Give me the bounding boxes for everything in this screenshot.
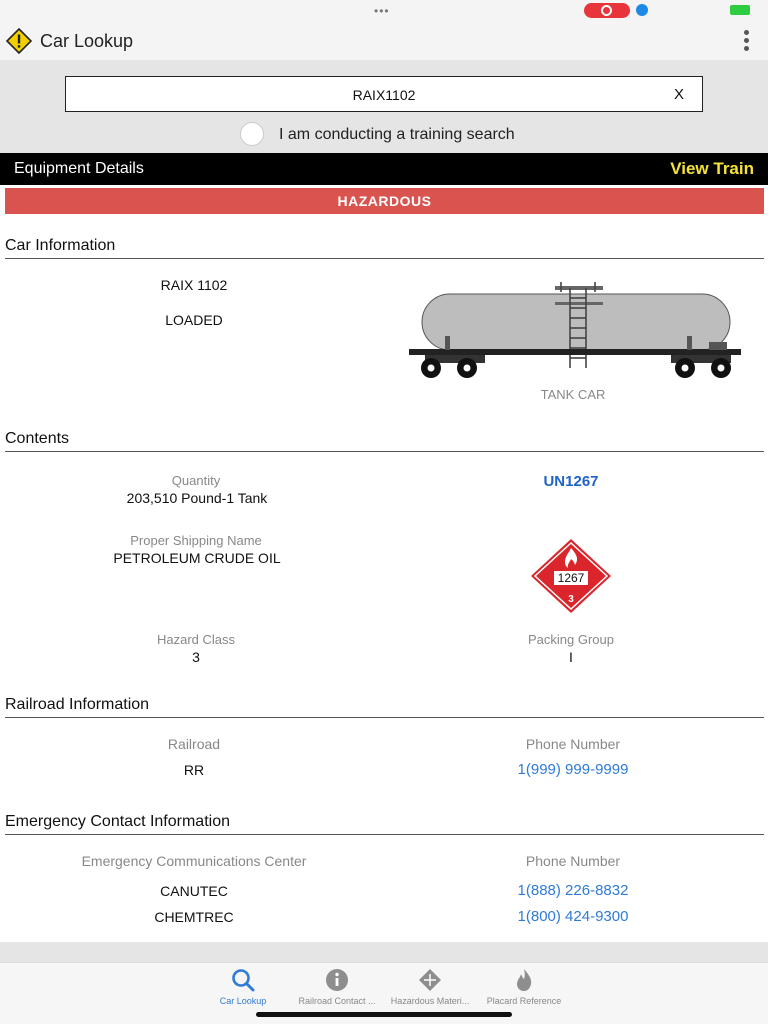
hazmat-icon <box>417 967 443 993</box>
training-label: I am conducting a training search <box>279 126 515 143</box>
info-icon <box>324 967 350 993</box>
un-number-link[interactable]: UN1267 <box>543 473 599 490</box>
multitask-dots-icon: ••• <box>374 4 390 18</box>
tab-car-lookup[interactable] <box>195 967 291 1006</box>
tab-label: Placard Reference <box>486 996 562 1006</box>
packing-group-value: I <box>569 649 573 665</box>
page-title: Car Lookup <box>40 31 134 51</box>
more-menu-icon[interactable] <box>742 28 750 54</box>
hazard-class-label: Hazard Class <box>156 632 236 647</box>
app-bar <box>0 22 768 60</box>
battery-icon <box>730 5 750 15</box>
car-id: RAIX 1102 <box>160 277 228 293</box>
contents-heading <box>5 430 764 452</box>
tank-car-icon <box>405 282 745 382</box>
car-type: TANK CAR <box>540 387 606 402</box>
section-title: Railroad Information <box>5 696 150 713</box>
warning-diamond-icon <box>6 28 32 54</box>
section-title: Contents <box>5 430 70 447</box>
emergency-contact-name: CANUTEC <box>160 883 228 899</box>
emergency-phone-link[interactable]: 1(888) 226-8832 <box>517 882 629 899</box>
location-icon <box>636 4 648 16</box>
equipment-details-bar <box>0 153 768 185</box>
placard-number: 1267 <box>557 571 585 585</box>
emergency-contact-heading <box>5 813 764 835</box>
tab-railroad-contact[interactable] <box>289 967 385 1006</box>
search-icon <box>230 967 256 993</box>
emergency-contact-name: CHEMTREC <box>154 909 234 925</box>
tab-label: Railroad Contact ... <box>298 996 376 1006</box>
car-search-input[interactable] <box>65 76 703 112</box>
hazard-placard <box>530 538 612 614</box>
emergency-center-label: Emergency Communications Center <box>81 853 307 869</box>
flame-icon <box>511 967 537 993</box>
emergency-phone-label: Phone Number <box>525 853 621 869</box>
section-title: Car Information <box>5 237 116 254</box>
emergency-phone-link[interactable]: 1(800) 424-9300 <box>517 908 629 925</box>
quantity-value: 203,510 Pound-1 Tank <box>126 490 268 506</box>
railroad-information-heading <box>5 696 764 718</box>
screen-record-icon <box>584 3 630 18</box>
view-train-button[interactable]: View Train <box>670 159 754 178</box>
hazardous-banner <box>5 188 764 214</box>
shipping-name-value: PETROLEUM CRUDE OIL <box>113 550 281 566</box>
section-title: Emergency Contact Information <box>5 813 230 830</box>
placard-class: 3 <box>568 594 574 605</box>
content-footer <box>0 942 768 962</box>
training-radio-button[interactable] <box>240 122 264 146</box>
search-area <box>0 60 768 153</box>
equipment-details-label: Equipment Details <box>14 160 144 177</box>
search-value: RAIX1102 <box>352 87 416 103</box>
railroad-phone-label: Phone Number <box>525 736 621 752</box>
tab-placard-reference[interactable] <box>476 967 572 1006</box>
home-indicator <box>256 1012 512 1017</box>
hazardous-label: HAZARDOUS <box>337 193 432 209</box>
quantity-label: Quantity <box>171 473 221 488</box>
shipping-name-label: Proper Shipping Name <box>130 533 262 548</box>
tab-label: Car Lookup <box>219 996 267 1006</box>
packing-group-label: Packing Group <box>528 632 614 647</box>
car-load-status: LOADED <box>165 312 223 328</box>
railroad-value: RR <box>183 762 205 778</box>
railroad-phone-link[interactable]: 1(999) 999-9999 <box>517 761 629 778</box>
tab-label: Hazardous Materi... <box>390 996 470 1006</box>
car-information-heading <box>5 237 764 259</box>
hazard-class-value: 3 <box>192 649 200 665</box>
clear-search-button[interactable]: X <box>673 86 684 103</box>
railroad-label: Railroad <box>167 736 221 752</box>
status-bar <box>0 0 768 22</box>
tab-hazardous-materials[interactable] <box>382 967 478 1006</box>
